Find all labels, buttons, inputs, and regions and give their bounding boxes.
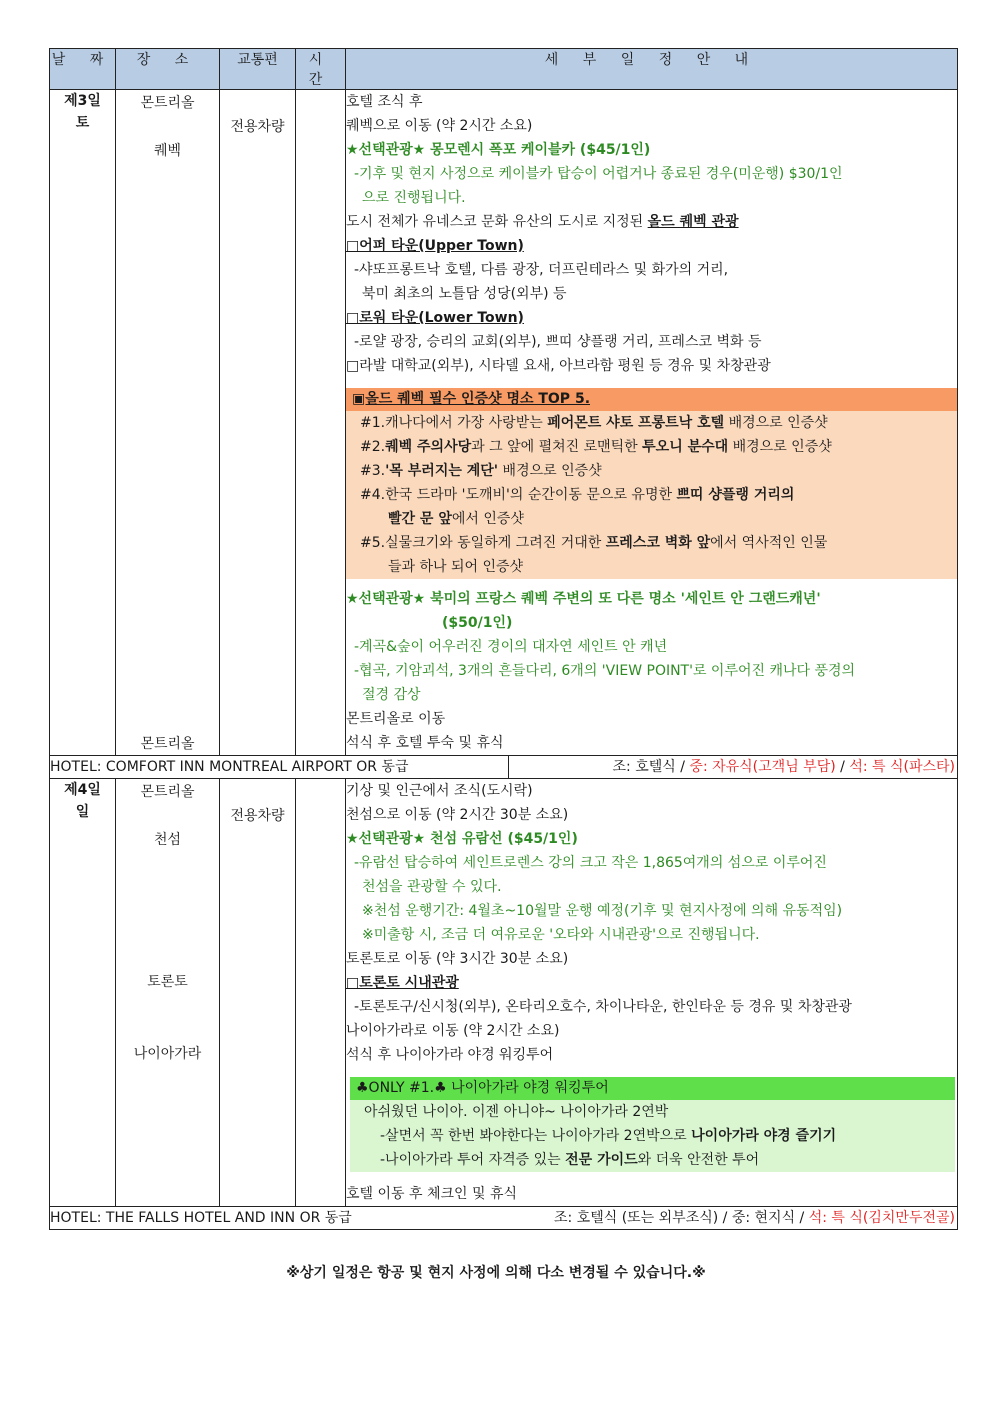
day4-breakfast: 조: 호텔식 (또는 외부조식) [553,1210,719,1226]
day3-line: 으로 진행됩니다. [362,190,466,206]
header-row [50,49,958,90]
meal-separator: / [675,759,690,775]
day4-place-1: 몬트리올 [140,784,195,800]
night-tour-list [350,1100,955,1172]
photo-spot-text: 에서 역사적인 인물 [710,535,828,551]
day3-text: 도시 전체가 유네스코 문화 유산의 도시로 지정된 [346,214,648,230]
photo-spot-item [360,411,943,435]
header-place: 장 소 [116,49,220,90]
day3-row [50,90,958,756]
night-tour-box [350,1077,955,1172]
day4-place-2: 천섬 [153,832,182,848]
day3-place-2: 퀘벡 [153,143,182,159]
photo-spot-highlight: 프레스코 벽화 앞 [605,535,711,551]
night-tour-item [364,1148,941,1172]
day3-optional-tour-1: ★선택관광★ 몽모렌시 폭포 케이블카 ($45/1인) [346,142,651,158]
photo-spot-item [360,483,943,507]
day3-transport-label: 전용차량 [230,119,285,135]
day3-line: 절경 감상 [362,687,421,703]
day4-hotel: HOTEL: THE FALLS HOTEL AND INN OR 동급 [50,1210,352,1226]
photo-spot-item [360,507,943,531]
day3-line: -협곡, 기암괴석, 3개의 흔들다리, 6개의 'VIEW POINT'로 이루어진 캐나다 풍경의 [354,663,856,679]
night-tour-item: 아쉬웠던 나이아. 이젠 아니야~ 나이아가라 2연박 [364,1104,669,1120]
night-tour-highlight: 전문 가이드 [565,1152,638,1168]
day3-weekday: 토 [75,115,90,131]
day4-transport-label: 전용차량 [230,808,285,824]
day3-breakfast: 조: 호텔식 [612,759,676,775]
day3-optional-tour-2: ★선택관광★ 북미의 프랑스 퀘벡 주변의 또 다른 명소 '세인트 안 그랜드캐년' [346,591,821,607]
day3-place-1: 몬트리올 [140,95,195,111]
day3-dinner: 석: 특 식(파스타) [849,759,955,775]
photo-spot-highlight: 쁘띠 샹플랭 거리의 [676,487,795,503]
day4-line: 기상 및 인근에서 조식(도시락) [346,783,533,799]
day3-line: -계곡&숲이 어우러진 경이의 대자연 세인트 안 캐년 [354,639,668,655]
day4-places [116,779,220,1207]
photo-spot-text: #4.한국 드라마 '도깨비'의 순간이동 문으로 유명한 [360,487,677,503]
day3-details [346,90,958,756]
day3-transport [220,90,296,756]
footer-note: ※상기 일정은 항공 및 현지 사정에 의해 다소 변경될 수 있습니다.※ [286,1265,706,1281]
photo-spots-list [346,411,957,579]
night-tour-title: ♣ONLY #1.♣ 나이아가라 야경 워킹투어 [350,1077,955,1100]
night-tour-text: -나이아가라 투어 자격증 있는 [380,1152,566,1168]
day4-meals [438,1207,957,1229]
day3-meals [509,756,958,778]
day4-line: 호텔 이동 후 체크인 및 휴식 [346,1186,518,1202]
day4-dinner: 석: 특 식(김치만두전골) [808,1210,955,1226]
day3-upper-town: □어퍼 타운(Upper Town) [346,238,524,254]
header-details: 세 부 일 정 안 내 [346,49,958,90]
day3-hotel-cell [50,756,958,779]
meal-separator: / [718,1210,732,1226]
day3-line: 호텔 조식 후 [346,94,423,110]
night-tour-text: 와 더욱 안전한 투어 [637,1152,760,1168]
day4-line: ※미출항 시, 조금 더 여유로운 '오타와 시내관광'으로 진행됩니다. [362,927,760,943]
day4-weekday: 일 [75,804,90,820]
day3-line: 몬트리올로 이동 [346,711,446,727]
day3-line: -샤또프롱트낙 호텔, 다름 광장, 더프린테라스 및 화가의 거리, [354,262,729,278]
day3-number: 제3일 [64,93,101,109]
photo-spot-item [360,435,943,459]
photo-spot-text: 배경으로 인증샷 [728,439,832,455]
day4-line: 천섬으로 이동 (약 2시간 30분 소요) [346,807,569,823]
photo-spot-item [360,459,943,483]
day4-time [296,779,346,1207]
day4-hotel-cell [50,1207,958,1230]
meal-separator: / [835,759,850,775]
day3-line: -로얄 광장, 승리의 교회(외부), 쁘띠 샹플랭 거리, 프레스코 벽화 등 [354,334,762,350]
photo-spot-text: #5.실물크기와 동일하게 그려진 거대한 [360,535,606,551]
night-tour-item [364,1124,941,1148]
day3-old-quebec: 올드 퀘벡 관광 [647,214,739,230]
itinerary-table [49,48,958,1230]
photo-spot-text: 과 그 앞에 펼쳐진 로맨틱한 [471,439,643,455]
day3-optional-tour-2-price: ($50/1인) [442,615,513,631]
header-transport: 교통편 [220,49,296,90]
day3-hotel-inner [50,756,957,778]
day4-line: -토론토구/신시청(외부), 온타리오호수, 차이나타운, 한인타운 등 경유 및 차창관광 [354,999,852,1015]
photo-spot-text: #1.캐나다에서 가장 사랑받는 [360,415,548,431]
day4-number: 제4일 [64,782,101,798]
meal-separator: / [795,1210,809,1226]
day4-hotel-row [50,1207,958,1230]
day3-place-3: 몬트리올 [140,736,195,752]
day4-label [50,779,116,1207]
photo-spot-highlight: 퀘벡 주의사당 [385,439,472,455]
day3-line: 퀘벡으로 이동 (약 2시간 소요) [346,118,533,134]
day4-place-4: 나이아가라 [133,1046,202,1062]
day3-time [296,90,346,756]
day4-line: 천섬을 관광할 수 있다. [362,879,502,895]
day3-lower-town: □로워 타운(Lower Town) [346,310,524,326]
photo-spots-title: ▣올드 퀘벡 필수 인증샷 명소 TOP 5. [346,388,957,411]
day3-places [116,90,220,756]
night-tour-text: -살면서 꼭 한번 봐야한다는 나이아가라 2연박으로 [380,1128,692,1144]
photo-spot-text: 에서 인증샷 [451,511,524,527]
header-time: 시 간 [296,49,346,90]
photo-spot-text: 배경으로 인증샷 [498,463,602,479]
day4-lunch: 중: 현지식 [731,1210,796,1226]
day3-label [50,90,116,756]
day4-line: -유람선 탑승하여 세인트로렌스 강의 크고 작은 1,865여개의 섬으로 이루어진 [354,855,827,871]
header-date: 날 짜 [50,49,116,90]
day4-line: 나이아가라로 이동 (약 2시간 소요) [346,1023,560,1039]
photo-spot-item: 들과 하나 되어 인증샷 [388,559,524,575]
day3-line: □라발 대학교(외부), 시타델 요새, 아브라함 평원 등 경유 및 차창관광 [346,358,771,374]
photo-spot-text: 배경으로 인증샷 [724,415,828,431]
day4-place-3: 토론토 [147,974,188,990]
day4-optional-tour: ★선택관광★ 천섬 유람선 ($45/1인) [346,831,578,847]
day3-line: 석식 후 호텔 투숙 및 휴식 [346,735,504,751]
photo-spots-box [346,388,957,579]
day4-line: 토론토로 이동 (약 3시간 30분 소요) [346,951,569,967]
photo-spot-item [360,531,943,555]
photo-spot-text: #3. [360,463,386,479]
photo-spot-highlight: '목 부러지는 계단' [385,463,499,479]
day4-transport [220,779,296,1207]
day4-toronto-tour: □토론토 시내관광 [346,975,459,991]
day3-lunch: 중: 자유식(고객님 부담) [689,759,836,775]
day4-details [346,779,958,1207]
photo-spot-text: #2. [360,439,386,455]
day3-line [346,210,957,234]
day3-hotel-row [50,756,958,779]
day3-line: 북미 최초의 노틀담 성당(외부) 등 [362,286,567,302]
day4-line: ※천섬 운행기간: 4월초~10월말 운행 예정(기후 및 현지사정에 의해 유동적임) [362,903,843,919]
day3-line: -기후 및 현지 사정으로 케이블카 탑승이 어렵거나 종료된 경우(미운행) $30/1인 [354,166,843,182]
night-tour-highlight: 나이아가라 야경 즐기기 [691,1128,837,1144]
day3-hotel: HOTEL: COMFORT INN MONTREAL AIRPORT OR 동급 [50,756,509,778]
day4-line: 석식 후 나이아가라 야경 워킹투어 [346,1047,554,1063]
day4-row [50,779,958,1207]
photo-spot-highlight: 페어몬트 샤토 프롱트낙 호텔 [547,415,725,431]
photo-spot-highlight: 빨간 문 앞 [388,511,452,527]
day4-hotel-inner [50,1207,957,1229]
photo-spot-highlight: 투오니 분수대 [642,439,729,455]
